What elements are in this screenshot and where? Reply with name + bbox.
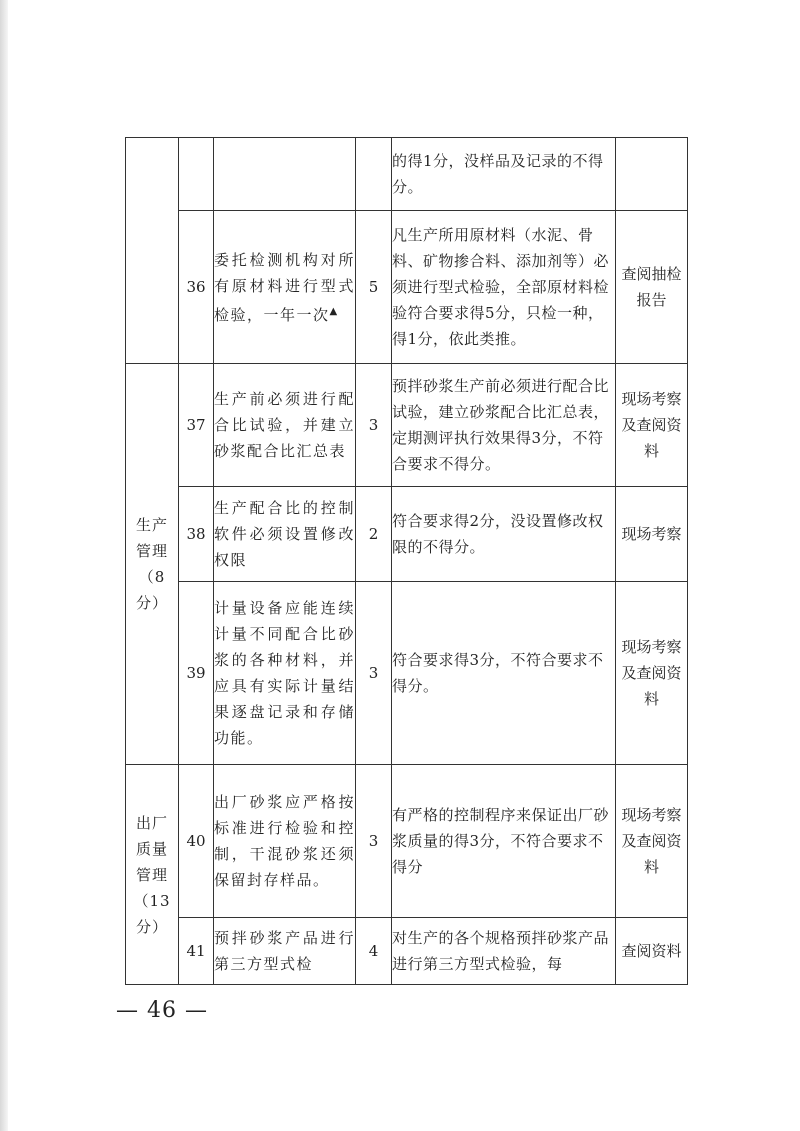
method-cell: 查阅资料 bbox=[616, 918, 688, 985]
table-row bbox=[126, 211, 688, 364]
page-edge bbox=[0, 0, 8, 1131]
standard-cell: 符合要求得2分，没设置修改权限的不得分。 bbox=[392, 487, 616, 582]
row-number: 40 bbox=[179, 765, 214, 918]
item-cell bbox=[214, 211, 356, 364]
standard-cell: 的得1分，没样品及记录的不得分。 bbox=[392, 138, 616, 211]
item-text: 委托检测机构对所有原材料进行型式检验，一年一次 bbox=[214, 250, 355, 324]
item-cell: 生产配合比的控制软件必须设置修改权限 bbox=[214, 487, 356, 582]
score-cell: 3 bbox=[356, 582, 392, 765]
table-row bbox=[126, 364, 688, 487]
row-number: 36 bbox=[179, 211, 214, 364]
category-text: 管理 bbox=[135, 542, 168, 560]
standard-cell: 凡生产所用原材料（水泥、骨料、矿物掺合料、添加剂等）必须进行型式检验，全部原材料检验符合要求得5分，只检一种，得1分，依此类推。 bbox=[392, 211, 616, 364]
category-text: （8 bbox=[138, 568, 166, 586]
category-text: 出厂 bbox=[135, 813, 168, 832]
item-cell: 计量设备应能连续计量不同配合比砂浆的各种材料，并应具有实际计量结果逐盘记录和存储功能。 bbox=[214, 582, 356, 765]
table-row bbox=[126, 918, 688, 985]
method-cell: 现场考察及查阅资料 bbox=[616, 582, 688, 765]
category-text: 管理 bbox=[135, 865, 168, 884]
method-cell: 查阅抽检报告 bbox=[616, 211, 688, 364]
category-production bbox=[126, 364, 179, 765]
score-cell: 5 bbox=[356, 211, 392, 364]
item-cell bbox=[214, 138, 356, 211]
row-number: 38 bbox=[179, 487, 214, 582]
standard-cell: 有严格的控制程序来保证出厂砂浆质量的得3分，不符合要求不得分 bbox=[392, 765, 616, 918]
row-number: 37 bbox=[179, 364, 214, 487]
category-outgoing bbox=[126, 765, 179, 985]
item-cell: 生产前必须进行配合比试验，并建立砂浆配合比汇总表 bbox=[214, 364, 356, 487]
row-number: 41 bbox=[179, 918, 214, 985]
table-row bbox=[126, 487, 688, 582]
category-text: （13 bbox=[133, 891, 171, 910]
table-row bbox=[126, 138, 688, 211]
method-cell bbox=[616, 138, 688, 211]
standard-cell: 符合要求得3分，不符合要求不得分。 bbox=[392, 582, 616, 765]
method-cell: 现场考察及查阅资料 bbox=[616, 364, 688, 487]
category-cell-previous bbox=[126, 138, 179, 364]
scoring-table bbox=[125, 137, 688, 985]
standard-cell: 预拌砂浆生产前必须进行配合比试验，建立砂浆配合比汇总表，定期测评执行效果得3分，不符合要求不得分。 bbox=[392, 364, 616, 487]
score-cell: 3 bbox=[356, 364, 392, 487]
item-cell: 预拌砂浆产品进行第三方型式检 bbox=[214, 918, 356, 985]
standard-cell: 对生产的各个规格预拌砂浆产品进行第三方型式检验，每 bbox=[392, 918, 616, 985]
score-cell: 2 bbox=[356, 487, 392, 582]
category-text: 生产 bbox=[135, 516, 168, 534]
category-text: 质量 bbox=[135, 839, 168, 858]
method-cell: 现场考察 bbox=[616, 487, 688, 582]
score-cell: 3 bbox=[356, 765, 392, 918]
row-number bbox=[179, 138, 214, 211]
score-cell: 4 bbox=[356, 918, 392, 985]
table-row bbox=[126, 765, 688, 918]
score-cell bbox=[356, 138, 392, 211]
category-text: 分） bbox=[135, 594, 168, 612]
method-cell: 现场考察及查阅资料 bbox=[616, 765, 688, 918]
category-text: 分） bbox=[135, 917, 168, 936]
table-row bbox=[126, 582, 688, 765]
item-cell: 出厂砂浆应严格按标准进行检验和控制，干混砂浆还须保留封存样品。 bbox=[214, 765, 356, 918]
triangle-mark-icon: ▲ bbox=[329, 305, 339, 317]
row-number: 39 bbox=[179, 582, 214, 765]
page-number: — 46 — bbox=[116, 998, 208, 1023]
